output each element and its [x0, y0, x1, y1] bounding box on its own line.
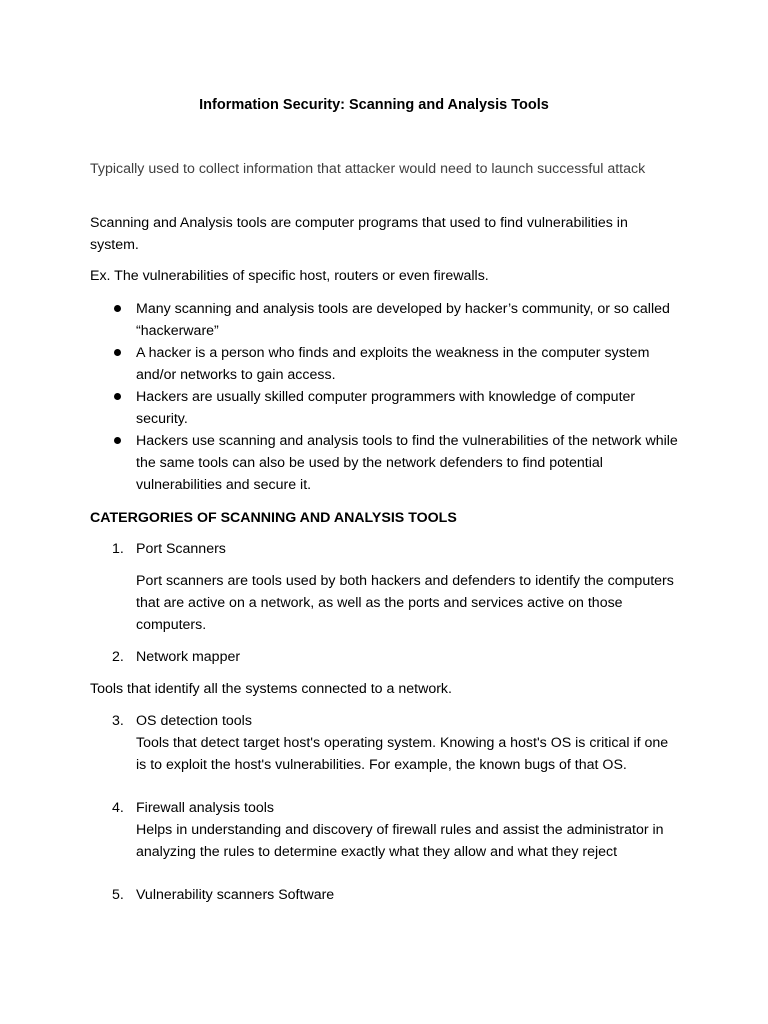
- bullet-item: [90, 386, 680, 430]
- list-number: 1.: [112, 541, 124, 557]
- document-title: Information Security: Scanning and Analysis Tools: [199, 97, 549, 113]
- category-description: Helps in understanding and discovery of firewall rules and assist the administrator in analyzing the rules to determine exactly what they allow and what they reject: [136, 822, 664, 860]
- bullet-icon: [114, 437, 121, 444]
- list-number: 3.: [112, 713, 124, 729]
- bullet-icon: [114, 305, 121, 312]
- category-description: Port scanners are tools used by both hackers and defenders to identify the computers that are active on a network, as well as the ports and services active on those computers.: [136, 573, 674, 633]
- category-description: Tools that identify all the systems connected to a network.: [90, 681, 452, 697]
- bullet-text: Hackers use scanning and analysis tools to find the vulnerabilities of the network while the same tools can also be used by the network defenders to find potential vulnerabilities and secure it.: [136, 433, 678, 493]
- category-description: Tools that detect target host's operating system. Knowing a host's OS is critical if one is to exploit the host's vulnerabilities. For example, the known bugs of that OS.: [136, 735, 669, 773]
- example-paragraph: Ex. The vulnerabilities of specific host, routers or even firewalls.: [90, 268, 489, 284]
- bullet-text: Many scanning and analysis tools are developed by hacker’s community, or so called “hackerware”: [136, 301, 670, 339]
- list-number: 5.: [112, 887, 124, 903]
- list-number: 2.: [112, 649, 124, 665]
- bullet-icon: [114, 349, 121, 356]
- bullet-text: A hacker is a person who finds and exploits the weakness in the computer system and/or networks to gain access.: [136, 345, 650, 383]
- category-label: Firewall analysis tools: [136, 800, 274, 816]
- document-page: [90, 0, 690, 1024]
- category-label: Port Scanners: [136, 541, 226, 557]
- list-number: 4.: [112, 800, 124, 816]
- category-label: OS detection tools: [136, 713, 252, 729]
- bullet-text: Hackers are usually skilled computer programmers with knowledge of computer security.: [136, 389, 636, 427]
- bullet-list: [90, 298, 680, 496]
- bullet-item: [90, 430, 680, 496]
- category-label: Vulnerability scanners Software: [136, 887, 335, 903]
- bullet-item: [90, 298, 680, 342]
- definition-paragraph: Scanning and Analysis tools are computer programs that used to find vulnerabilities in system.: [90, 215, 628, 253]
- category-label: Network mapper: [136, 649, 241, 665]
- intro-paragraph: Typically used to collect information that attacker would need to launch successful attack: [90, 161, 646, 177]
- bullet-item: [90, 342, 680, 386]
- categories-heading: CATERGORIES OF SCANNING AND ANALYSIS TOOLS: [90, 510, 457, 526]
- bullet-icon: [114, 393, 121, 400]
